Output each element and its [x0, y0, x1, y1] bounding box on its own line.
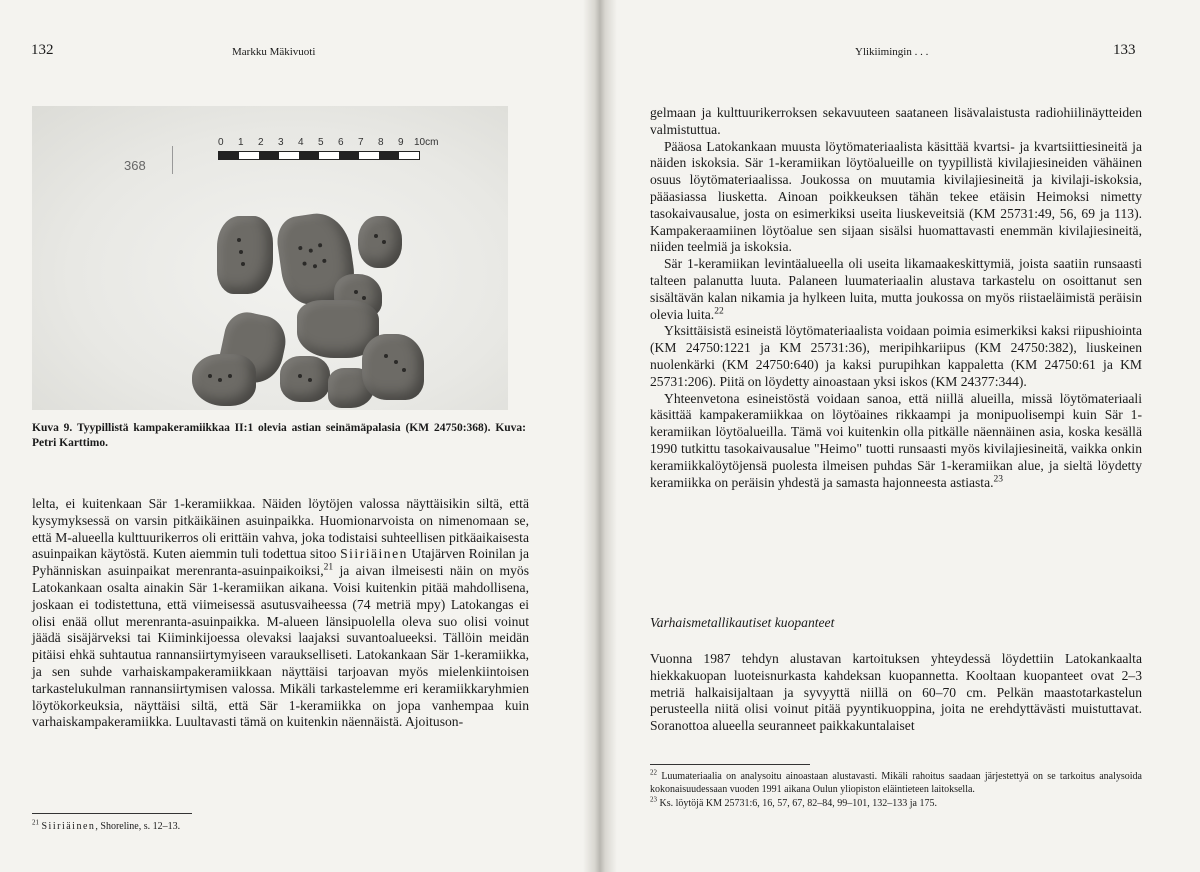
footnote: $^{22}$ Luumateriaalia on analysoitu ainoastaan alustavasti. Mikäli rahoitus saadaan järjestettyä on se tarkoitus analysoida kokonaisuudessaan vuoden 1991 aikana Oulun yliopiston eläintieteen laitoksella. — [650, 768, 1142, 795]
pottery-sherd — [280, 356, 330, 402]
right-page — [617, 0, 1200, 872]
paragraph: lelta, ei kuitenkaan Sär 1-keramiikkaa. Näiden löytöjen valossa näyttäisikin siltä, että kysymyksessä on varsin pitkäikäinen asuinpaikka. Huomionarvoista on nimenomaan se, että M-alueella kulttuurikerros oli erittäin vahva, joka todistaisi suhteellisen pitkäaikaisesta asuinpaikan käytöstä. Kuten aiemmin tuli todettua sitoo Siiriäinen Utajärven Roinilan ja Pyhänniskan asuinpaikat merenranta-asuinpaikoiksi,$^{21}$ ja aivan ilmeisesti näin on myös Latokankaan osalta ainakin Sär 1-keramiikan aikana. Voisi kuitenkin pitää mahdollisena, joskaan ei todistettuna, että viimeisessä asutusvaiheessa (74 metriä mpy) Latokangas ei olisi enää ollut merenranta-asuinpaikka. M-alueen länsipuolella oleva suo olisi voinut jäädä sisäjärveksi tai Kiiminkijoessa olevaksi laajaksi suvantoalueeksi. Tällöin meidän pitäisi ehkä suhtautua rannansiirtymyiseen varaukselliseti. Latokankaan Sär 1-keramiikka, ja sen suhde varhaiskampakeramiikkaan näyttäisi tarjoavan myös mielenkiintoisen tarkastelukulman rannansiirtymisen valossa. Mikäli tarkastelemme eri keramiikkaryhmien löytökorkeuksia, näyttäisi siltä, että Sär 1-keramiikka on jopa vanhempaa kuin varhaiskampakeramiikka. Luultavasti tämä on kuitenkin näennäistä. Ajoituson- — [32, 496, 530, 730]
footnote-ref: 22 — [714, 306, 724, 317]
ruler-label: 8 — [378, 137, 384, 148]
ruler-label: 1 — [238, 137, 244, 148]
footnote-ref: 23 — [993, 474, 1004, 484]
body-text — [650, 651, 1142, 735]
photo-tag: 368 — [124, 158, 146, 173]
footnote-rule — [32, 813, 192, 814]
footnote-ref: 21 — [323, 562, 334, 573]
footnote: $^{21}$ Siiriäinen, Shoreline, s. 12–13. — [32, 818, 181, 832]
paragraph: Yksittäisistä esineistä löytömateriaalista voidaan poimia esimerkiksi kaksi riipushiointa (KM 24750:1221 ja KM 25731:36), meripihkariipus (KM 24750:382), liuskeinen nuolenkärki (KM 24750:640) ja kaksi purupihkan kappaletta (KM 24750:61 ja KM 25731:206). Piitä on löydetty ainoastaan yksi iskos (KM 24377:344). — [650, 323, 1142, 389]
ruler-label: 3 — [278, 137, 284, 148]
paragraph: Vuonna 1987 tehdyn alustavan kartoituksen yhteydessä löydettiin Latokankaalta hiekkakuopan luoteisnurkasta kahdeksan kuopannetta. Kooltaan kuopanteet ovat 2–3 metriä halkaisijaltaan ja syvyyttä niillä on 60–70 cm. Pelkän maastotarkastelun perusteella niitä olisi voinut pitää pyyntikuoppina, joita ne erehdyttävästi muistuttavat. Soranottoa alueella seuranneet paikkakuntalaiset — [650, 651, 1142, 734]
section-title: Varhaismetallikautiset kuopanteet — [650, 615, 835, 630]
pottery-sherd — [217, 216, 273, 294]
footnote: $^{23}$ Ks. löytöjä KM 25731:6, 16, 57, 67, 82–84, 99–101, 132–133 ja 175. — [650, 795, 937, 809]
ruler-labels — [218, 137, 458, 151]
ruler-label: 7 — [358, 137, 364, 148]
pottery-sherd — [358, 216, 402, 268]
page-number: 132 — [31, 42, 54, 58]
pottery-photo — [32, 106, 508, 410]
author-name: Siiriäinen — [340, 546, 408, 562]
ruler-label: 2 — [258, 137, 264, 148]
ruler-label: 10cm — [414, 137, 439, 148]
left-page — [0, 0, 583, 872]
ruler-label: 4 — [298, 137, 304, 148]
footnotes — [650, 770, 1142, 811]
paragraph: Pääosa Latokankaan muusta löytömateriaalista käsittää kvartsi- ja kvartsiittiesineitä ja näiden iskoksia. Sär 1-keramiikan löytöalueille on tyypillistä kivilajiesineiden vähäinen osuus löytömateriaalissa. Joukossa on muutamia kivilajiesineitä ja kivilaji-iskoksia, pääasiassa liusketta. Ainoan poikkeuksen tähän tekee etäisin Heimoksi nimetty tasokaivausalue, josta on esimerkiksi useita liuskeveitsiä (KM 25731:49, 56, 69 ja 113). Kampakeraamiinen löytöalue sen sijaan sisälsi huomattavasti enemmän kivilajiesineitä, niiden teelmiä ja iskoksia. — [650, 138, 1142, 255]
pottery-sherd — [362, 334, 424, 400]
body-text — [650, 105, 1142, 491]
ruler-label: 0 — [218, 137, 224, 148]
photo-tag-line — [172, 146, 173, 174]
ruler-label: 5 — [318, 137, 324, 148]
figure-caption: Kuva 9. Tyypillistä kampakeramiikkaa II:1 olevia astian seinämäpalasia (KM 24750:368). Kuva: Petri Karttimo. — [32, 422, 526, 449]
ruler-label: 9 — [398, 137, 404, 148]
footnote-rule — [650, 764, 810, 765]
footnotes — [32, 820, 529, 834]
page-number: 133 — [1113, 42, 1136, 58]
paragraph: Yhteenvetona esineistöstä voidaan sanoa, että niillä alueilla, missä löytömateriaali käsittää kampakeramiikkaa on löytöaines rikkaampi ja monipuolisempi kuin Sär 1-keramiikan löytöalueilla. Tämä voi kuitenkin olla pitkälle näennäinen asia, koska kesällä 1990 tutkittu tasokaivausalue "Heimo" tuotti runsaasti myös kivilajiesineitä, vaikka onkin keramiikkalöytöjensä puolesta ilmeisen puhdas Sär 1-keramiikan alue, ja sieltä löydetty keramiikka on peräisin yhdestä ja samasta hajonneesta astiasta.$^{23}$ — [650, 390, 1142, 490]
running-head: Ylikiimingin . . . — [855, 46, 929, 58]
scale-ruler — [218, 151, 420, 160]
pottery-sherd — [192, 354, 256, 406]
paragraph: Sär 1-keramiikan levintäalueella oli useita likamaakeskittymiä, joista saatiin runsaasti talteen palanutta luuta. Palaneen luumateriaalin alustava tarkastelu on osoittanut sen sisältävän kalan nikamia ja hylkeen luita, mutta joukossa on myös riistaeläimistä peräisin olevia luita.$^{22}$ — [650, 256, 1142, 322]
paragraph: gelmaan ja kulttuurikerroksen sekavuuteen saataneen lisävalaistusta radiohiilinäytteiden valmistuttua. — [650, 105, 1142, 137]
ruler-label: 6 — [338, 137, 344, 148]
body-text — [32, 496, 529, 731]
book-gutter — [583, 0, 617, 872]
running-head: Markku Mäkivuoti — [232, 46, 316, 58]
